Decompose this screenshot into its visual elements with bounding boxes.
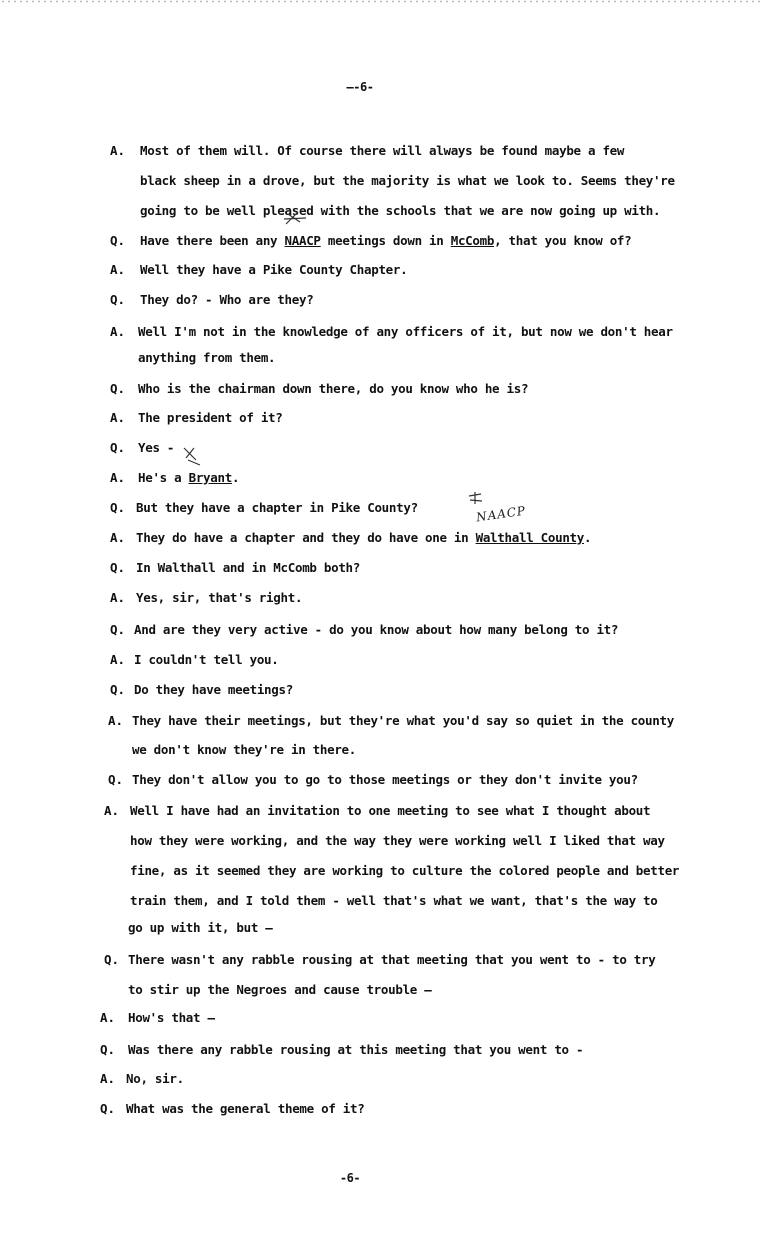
transcript-line: going to be well pleased with the schools that we are now going up with. [140, 203, 661, 218]
transcript-line: And are they very active - do you know about how many belong to it? [134, 622, 619, 637]
speaker-label: A. [100, 1071, 116, 1086]
transcript-line: train them, and I told them - well that's what we want, that's the way to [130, 893, 658, 908]
transcript-line: Well they have a Pike County Chapter. [140, 262, 408, 277]
transcript-line: Do they have meetings? [134, 682, 293, 697]
speaker-label: A. [110, 143, 126, 158]
line-segment: . [584, 530, 592, 545]
transcript-line: fine, as it seemed they are working to culture the colored people and better [130, 863, 680, 878]
transcript-line: They do? - Who are they? [140, 292, 314, 307]
transcript-line [138, 470, 239, 485]
line-segment: meetings down in [320, 233, 451, 248]
speaker-label: A. [104, 803, 120, 818]
transcript-line: They don't allow you to go to those meetings or they don't invite you? [132, 772, 638, 787]
transcript-line: we don't know they're in there. [132, 742, 356, 757]
transcript-line: How's that — [128, 1010, 215, 1025]
speaker-label: A. [108, 713, 124, 728]
underlined-term: Walthall County [475, 530, 584, 545]
transcript-line: Who is the chairman down there, do you know who he is? [138, 381, 529, 396]
transcript-line [140, 233, 631, 248]
transcript-line: anything from them. [138, 350, 276, 365]
line-segment: , that you know of? [494, 233, 632, 248]
transcript-line: Well I'm not in the knowledge of any officers of it, but now we don't hear [138, 324, 673, 339]
line-segment: . [231, 470, 240, 485]
speaker-label: Q. [110, 292, 126, 307]
speaker-label: Q. [110, 622, 126, 637]
transcript-line: There wasn't any rabble rousing at that meeting that you went to - to try [128, 952, 656, 967]
speaker-label: Q. [110, 381, 126, 396]
speaker-label: Q. [100, 1101, 116, 1116]
speaker-label: A. [110, 530, 126, 545]
speaker-label: A. [100, 1010, 116, 1025]
speaker-label: Q. [108, 772, 124, 787]
underlined-term: McComb [450, 233, 495, 248]
speaker-label: A. [110, 324, 126, 339]
speaker-label: Q. [110, 233, 126, 248]
speaker-label: Q. [100, 1042, 116, 1057]
transcript-line: black sheep in a drove, but the majority is what we look to. Seems they're [140, 173, 675, 188]
speaker-label: A. [110, 590, 126, 605]
speaker-label: A. [110, 262, 126, 277]
line-segment: They do have a chapter and they do have one in [136, 530, 476, 545]
transcript-line: In Walthall and in McComb both? [136, 560, 360, 575]
transcript-line: They have their meetings, but they're what you'd say so quiet in the county [132, 713, 674, 728]
handwritten-cross-mark-naacp [282, 210, 312, 228]
transcript-line: Yes, sir, that's right. [136, 590, 303, 605]
underlined-term: NAACP [284, 233, 321, 248]
transcript-line: Well I have had an invitation to one meeting to see what I thought about [130, 803, 651, 818]
handwritten-cross-mark-bryant [180, 445, 204, 467]
transcript-line: No, sir. [126, 1071, 184, 1086]
speaker-label: A. [110, 652, 126, 667]
handwritten-cross-mark-note [466, 490, 486, 508]
speaker-label: Q. [104, 952, 120, 967]
handwritten-naacp-note: NAACP [475, 503, 527, 525]
line-segment: He's a [138, 470, 189, 485]
transcript-line: Yes - [138, 440, 175, 455]
transcript-line [136, 530, 591, 545]
transcript-line: go up with it, but — [128, 920, 273, 935]
speaker-label: Q. [110, 440, 126, 455]
transcript-line: The president of it? [138, 410, 283, 425]
transcript-line: Most of them will. Of course there will always be found maybe a few [140, 143, 625, 158]
transcript-line: how they were working, and the way they were working well I liked that way [130, 833, 665, 848]
transcript-line: Was there any rabble rousing at this meeting that you went to - [128, 1042, 584, 1057]
speaker-label: Q. [110, 500, 126, 515]
speaker-label: A. [110, 410, 126, 425]
page-number-bottom: -6- [339, 1171, 361, 1185]
underlined-term: Bryant [188, 470, 232, 485]
speaker-label: A. [110, 470, 126, 485]
page-number-top: —-6- [346, 80, 374, 94]
transcript-line: I couldn't tell you. [134, 652, 279, 667]
speaker-label: Q. [110, 560, 126, 575]
speaker-label: Q. [110, 682, 126, 697]
transcript-line: But they have a chapter in Pike County? [136, 500, 418, 515]
transcript-line: What was the general theme of it? [126, 1101, 365, 1116]
transcript-line: to stir up the Negroes and cause trouble — [128, 982, 432, 997]
line-segment: Have there been any [140, 233, 285, 248]
top-dotted-edge [0, 0, 763, 3]
